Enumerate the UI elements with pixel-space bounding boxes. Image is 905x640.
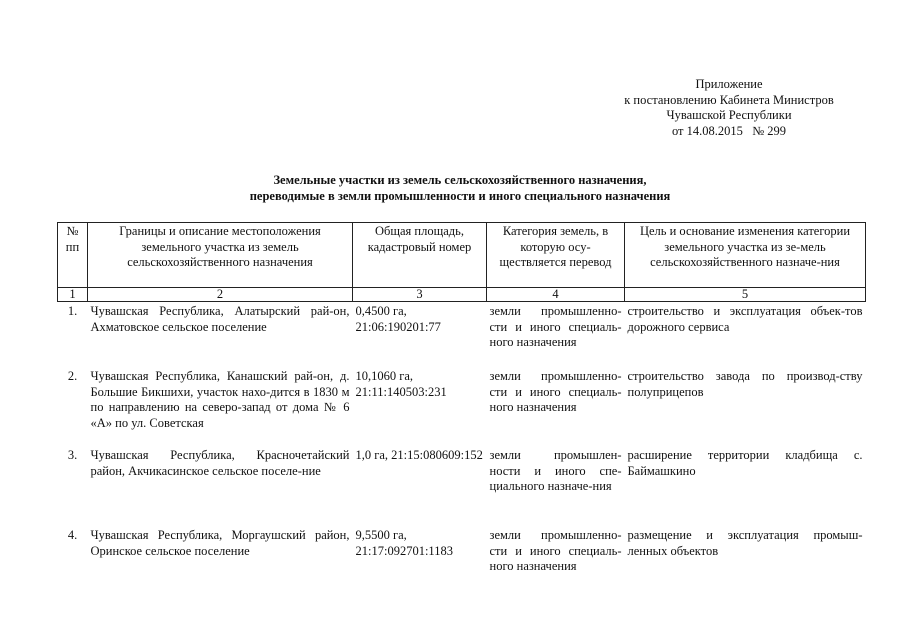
appendix-line: Приложение — [695, 77, 763, 91]
row-number: 1. — [67, 304, 78, 318]
column-header: № пп — [58, 223, 88, 288]
row-number: 3. — [67, 448, 78, 462]
column-header: Категория земель, в которую осу-ществляется перевод — [487, 223, 625, 288]
table-row — [58, 367, 866, 446]
row-area: 10,1060 га, 21:11:140503:231 — [355, 369, 447, 399]
row-area: 1,0 га, 21:15:080609:152 — [355, 448, 483, 462]
table-row — [58, 302, 866, 368]
row-number: 4. — [67, 528, 78, 542]
row-location: Чувашская Республика, Красночетайский район, Акчикасинское сельское поселе-ние — [90, 448, 350, 478]
column-header: Цель и основание изменения категории земельного участка из зе-мель сельскохозяйственного назначе-ния — [625, 223, 866, 288]
column-number: 3 — [353, 288, 487, 302]
appendix-date-line: от 14.08.2015 № 299 — [671, 123, 787, 138]
row-purpose: размещение и эксплуатация промыш-ленных объектов — [627, 528, 863, 558]
row-purpose: строительство и эксплуатация объек-тов дорожного сервиса — [627, 304, 863, 334]
row-location: Чувашская Республика, Алатырский рай-он, Ахматовское сельское поселение — [90, 304, 350, 334]
title-line: Земельные участки из земель сельскохозяйственного назначения, — [273, 173, 647, 187]
appendix-line: Чувашской Республики — [666, 108, 792, 122]
column-number-row — [58, 288, 866, 302]
appendix-block — [604, 77, 854, 139]
column-number: 4 — [487, 288, 625, 302]
column-header: Общая площадь, кадастровый номер — [353, 223, 487, 288]
row-category: земли промышленно-сти и иного специаль-ного назначения — [489, 528, 622, 573]
row-area: 9,5500 га, 21:17:092701:1183 — [355, 528, 453, 558]
table-header-row — [58, 223, 866, 288]
row-location: Чувашская Республика, Канашский рай-он, д. Большие Бикшихи, участок нахо-дится в 1830 м по направлению на северо-запад от дома № 6 «А» по ул. Советская — [90, 369, 350, 430]
row-category: земли промышлен-ности и иного спе-циального назначе-ния — [489, 448, 622, 493]
appendix-line: к постановлению Кабинета Министров — [624, 92, 834, 107]
column-number: 2 — [88, 288, 353, 302]
row-category: земли промышленно-сти и иного специаль-ного назначения — [489, 304, 622, 349]
column-number: 1 — [58, 288, 88, 302]
table-row — [58, 526, 866, 576]
title-line: переводимые в земли промышленности и иного специального назначения — [249, 188, 671, 203]
row-area: 0,4500 га, 21:06:190201:77 — [355, 304, 441, 334]
table-row — [58, 446, 866, 526]
column-header: Границы и описание местоположения земельного участка из земель сельскохозяйственного назначения — [88, 223, 353, 288]
land-plots-table — [57, 222, 866, 576]
row-number: 2. — [67, 369, 78, 383]
row-location: Чувашская Республика, Моргаушский район, Оринское сельское поселение — [90, 528, 350, 558]
row-category: земли промышленно-сти и иного специаль-ного назначения — [489, 369, 622, 414]
document-title — [60, 173, 860, 204]
column-number: 5 — [625, 288, 866, 302]
row-purpose: строительство завода по производ-ству полуприцепов — [627, 369, 863, 399]
row-purpose: расширение территории кладбища с. Баймашкино — [627, 448, 863, 478]
